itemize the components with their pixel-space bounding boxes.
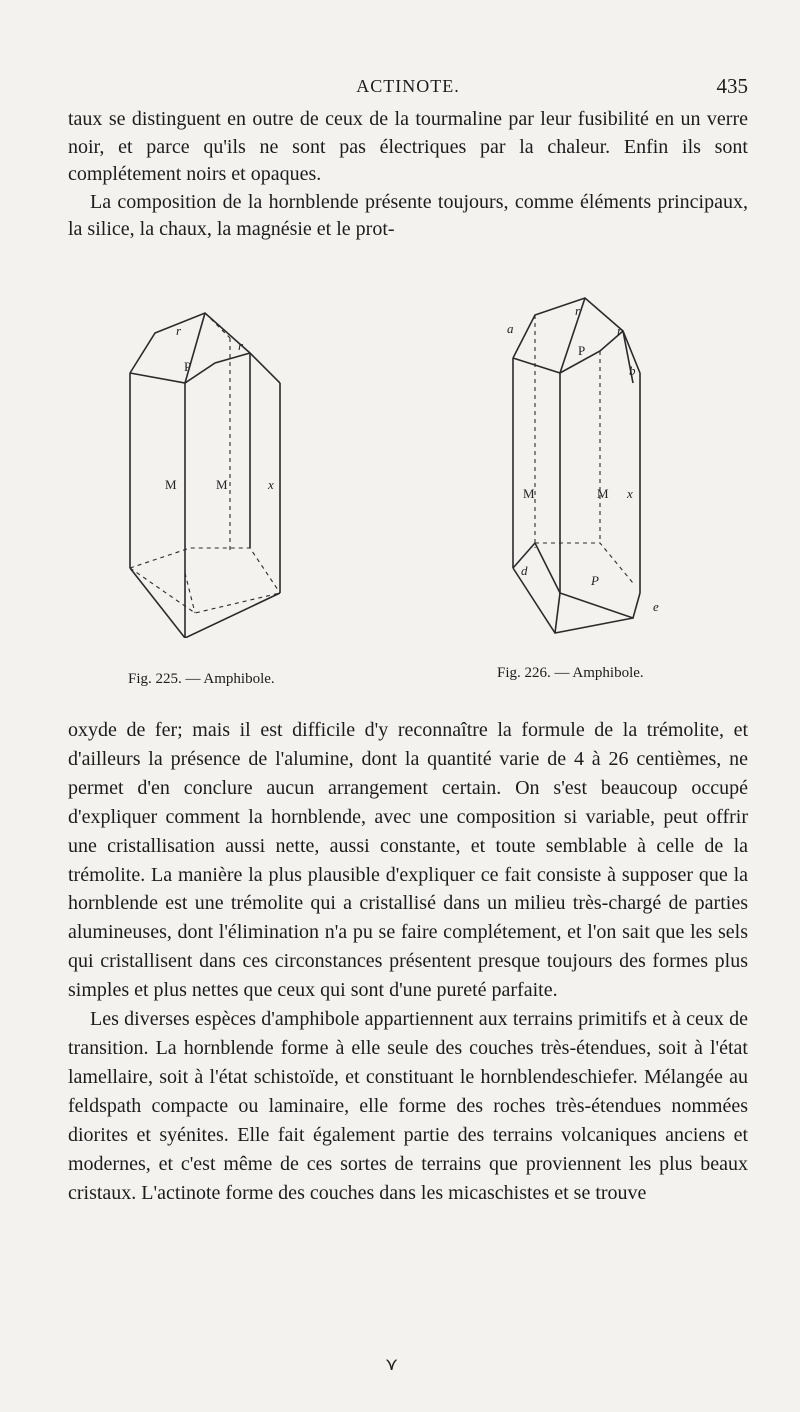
fig225-label-M2: M xyxy=(216,477,228,492)
fig226-label-M2: M xyxy=(597,486,609,501)
signature-mark: ⋎ xyxy=(385,1354,399,1374)
paragraph: taux se distinguent en outre de ceux de la tourmaline par leur fusibilité en un verre noir, et parce qu'ils ne sont pas électriques par la chaleur. Enfin ils sont complétement noirs et opaques. xyxy=(68,108,748,185)
fig225-label-x: x xyxy=(268,477,274,492)
running-title: ACTINOTE. xyxy=(356,76,460,96)
fig226-label-r1: r xyxy=(575,303,581,318)
paragraph: La composition de la hornblende présente toujours, comme éléments principaux, la silice, la chaux, la magnésie et le prot- xyxy=(68,190,748,240)
fig226-label-M1: M xyxy=(523,486,535,501)
paragraph: Les diverses espèces d'amphibole appartiennent aux terrains primitifs et à ceux de transition. La hornblende forme à elle seule des couches très-étendues, soit à l'état lamellaire, soit à l'état schistoïde, et constituant le hornblendeschiefer. Mélangée au feldspath compacte ou laminaire, elle forme des roches très-étendues nommées diorites et syénites. Elle fait également partie des terrains volcaniques anciens et modernes, et c'est même de ces sortes de terrains que proviennent les plus beaux cristaux. L'actinote forme des couches dans les micaschistes et se trouve xyxy=(68,1008,748,1204)
figure-226 xyxy=(497,293,665,681)
running-head xyxy=(68,74,748,104)
fig225-label-r1: r xyxy=(176,323,182,338)
fig226-label-p: P xyxy=(591,573,599,588)
crystal-drawing-225 xyxy=(120,293,320,638)
fig226-label-r2: r xyxy=(617,323,623,338)
fig226-label-P: P xyxy=(578,343,586,358)
figure-caption: Fig. 226. — Amphibole. xyxy=(497,665,644,681)
fig226-label-x: x xyxy=(627,486,633,501)
fig225-label-M1: M xyxy=(165,477,177,492)
page-number: 435 xyxy=(716,74,748,98)
figures xyxy=(0,285,800,695)
fig226-label-d: d xyxy=(521,563,528,578)
figure-225 xyxy=(120,293,320,687)
fig225-label-r2: r xyxy=(238,338,244,353)
fig226-label-e: e xyxy=(653,599,659,614)
paragraph: oxyde de fer; mais il est difficile d'y reconnaître la formule de la trémolite, et d'ailleurs la présence de l'alumine, dont la quantité varie de 4 à 26 centièmes, ne permet d'en conclure aucun arrangement certain. On s'est beaucoup occupé d'expliquer comment la hornblende, avec une composition si variable, peut offrir une cristallisation aussi nette, aussi constante, et toute semblable à celle de la trémolite. La manière la plus plausible d'expliquer ce fait consiste à supposer que la hornblende est une trémolite qui a cristallisé dans un milieu très-chargé de parties alumineuses, dont l'élimination n'a pu se faire complétement, et l'on sait que les sels qui cristallisent dans ces circonstances présentent presque toujours des formes plus simples et plus nettes que ceux qui sont d'une pureté parfaite. xyxy=(68,719,748,1002)
crystal-drawing-226 xyxy=(505,293,665,638)
fig226-label-b: b xyxy=(629,363,636,378)
figure-caption: Fig. 225. — Amphibole. xyxy=(128,671,275,687)
text-block-top xyxy=(68,106,748,244)
text-block-bottom xyxy=(68,716,748,1207)
fig226-label-a: a xyxy=(507,321,514,336)
fig225-label-P: P xyxy=(184,359,192,374)
